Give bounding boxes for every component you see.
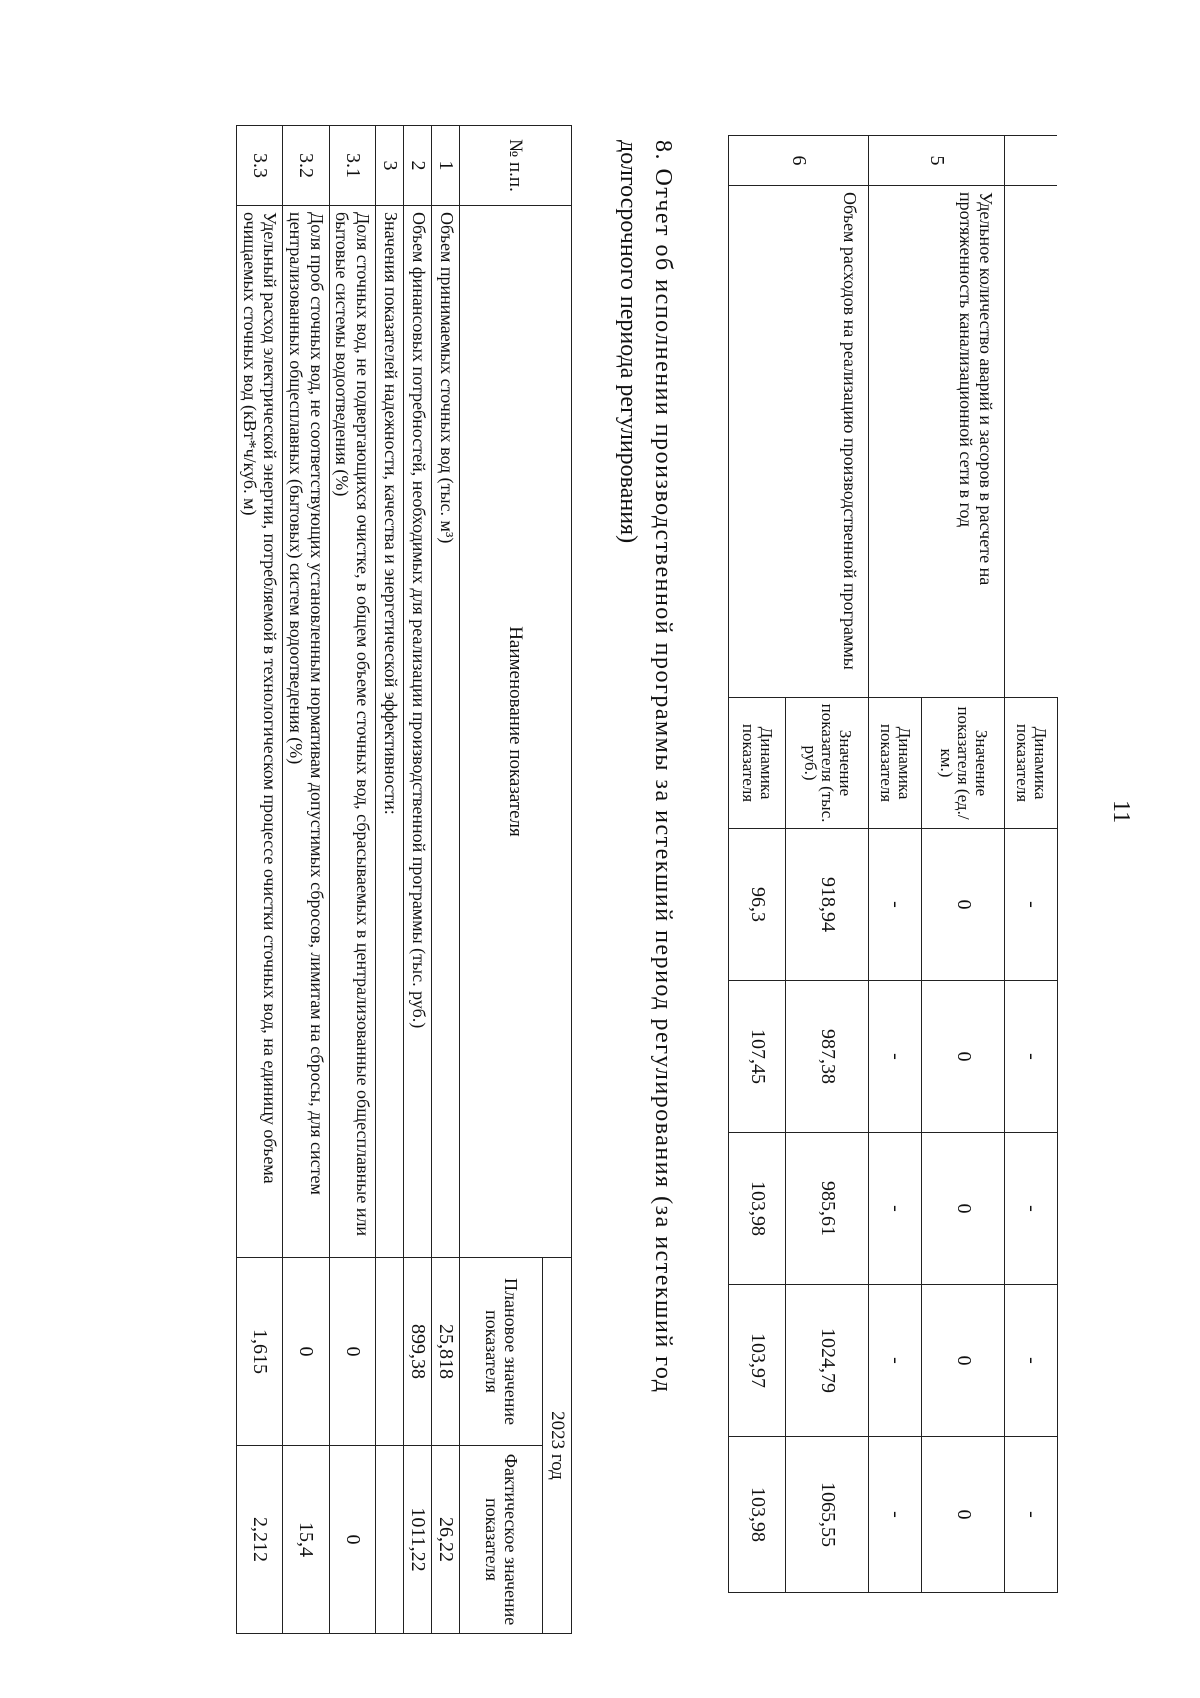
heading-line-2: долгосрочного периода регулирования) [615, 140, 642, 544]
fact-value: 0 [329, 1446, 375, 1634]
table-cell: 103,98 [729, 1437, 786, 1593]
table-cell: - [1005, 829, 1058, 981]
row-number: 2 [404, 126, 432, 206]
indicator-name: Удельный расход электрической энергии, потребляемой в технологическом процессе очистки сточных вод, на единицу объема очищаемых сточных вод (кВт*ч/куб. м) [236, 206, 282, 1258]
table-cell: - [869, 981, 922, 1133]
table-cell: 0 [922, 1437, 1005, 1593]
table-cell: - [869, 1437, 922, 1593]
fact-value: 26,22 [432, 1446, 460, 1634]
table-row [376, 126, 404, 1634]
page-number: 11 [1108, 800, 1134, 824]
row-label: Динамика показателя [729, 698, 786, 829]
indicator-name: Удельное количество аварий и засоров в расчете на протяженность канализационной сети в год [869, 186, 1005, 698]
indicator-name: Значения показателей надежности, качества и энергетической эффективности: [376, 206, 404, 1258]
fact-value [376, 1446, 404, 1634]
row-label: Динамика показателя [869, 698, 922, 829]
indicator-name: Доля проб сточных вод, не соответствующих установленным нормативам допустимых сбросов, лимитам на сбросы, для систем централизованных общесплавных (бытовых) систем водоотведения (%) [283, 206, 329, 1258]
table-row [404, 126, 432, 1634]
table-cell: - [869, 1133, 922, 1285]
table-header-row [543, 126, 572, 1634]
row-number: 3.3 [236, 126, 282, 206]
plan-value: 0 [329, 1258, 375, 1446]
table-row [786, 136, 869, 1593]
row-number: 3.1 [329, 126, 375, 206]
header-year: 2023 год [543, 1258, 572, 1634]
table-cell: - [1005, 981, 1058, 1133]
plan-value: 25,818 [432, 1258, 460, 1446]
table-cell: 103,98 [729, 1133, 786, 1285]
table-cell: - [869, 829, 922, 981]
fact-value: 1011,22 [404, 1446, 432, 1634]
table-cell: - [1005, 1437, 1058, 1593]
plan-value: 0 [283, 1258, 329, 1446]
indicators-continuation-table [729, 135, 1059, 1593]
row-label: Значение показателя (ед./км.) [922, 698, 1005, 829]
table-cell: 0 [922, 1285, 1005, 1437]
table-cell: 1024,79 [786, 1285, 869, 1437]
indicator-name: Объем расходов на реализацию производственной программы [729, 186, 869, 698]
row-label: Значение показателя (тыс. руб.) [786, 698, 869, 829]
row-number: 3 [376, 126, 404, 206]
table-row [1005, 136, 1058, 1593]
row-number: 1 [432, 126, 460, 206]
row-number: 5 [869, 136, 1005, 186]
header-plan: Плановое значение показателя [460, 1258, 543, 1446]
table-row [236, 126, 282, 1634]
table-cell: - [869, 1285, 922, 1437]
table-row [922, 136, 1005, 1593]
table-cell: 0 [922, 1133, 1005, 1285]
fact-value: 15,4 [283, 1446, 329, 1634]
plan-value: 899,38 [404, 1258, 432, 1446]
table-cell: 985,61 [786, 1133, 869, 1285]
fact-value: 2,212 [236, 1446, 282, 1634]
row-number: 6 [729, 136, 869, 186]
indicator-name: Объем финансовых потребностей, необходимых для реализации производственной программы (тыс. руб.) [404, 206, 432, 1258]
table-cell: - [1005, 1133, 1058, 1285]
table-row [329, 126, 375, 1634]
row-number: 3.2 [283, 126, 329, 206]
table-cell: 918,94 [786, 829, 869, 981]
header-fact: Фактическое значение показателя [460, 1446, 543, 1634]
heading-line-1: 8. Отчет об исполнении производственной программы за истекший период регулирования (за истекший год [650, 140, 676, 1394]
table-row [283, 126, 329, 1634]
section-heading [610, 140, 680, 1600]
table-cell: 103,97 [729, 1285, 786, 1437]
table-cell: 107,45 [729, 981, 786, 1133]
table-cell: - [1005, 1285, 1058, 1437]
indicator-name: Объем принимаемых сточных вод (тыс. м³) [432, 206, 460, 1258]
row-label: Динамика показателя [1005, 698, 1058, 829]
table-cell: 0 [922, 829, 1005, 981]
table-cell: 96,3 [729, 829, 786, 981]
table-row [432, 126, 460, 1634]
plan-value: 1,615 [236, 1258, 282, 1446]
programme-report-table [236, 125, 572, 1634]
table-cell: 0 [922, 981, 1005, 1133]
header-name: Наименование показателя [460, 206, 572, 1258]
table-cell: 987,38 [786, 981, 869, 1133]
table-cell: 1065,55 [786, 1437, 869, 1593]
indicator-name: Доля сточных вод, не подвергающихся очистке, в общем объеме сточных вод, сбрасываемых в централизованные общесплавные или бытовые системы водоотведения (%) [329, 206, 375, 1258]
plan-value [376, 1258, 404, 1446]
header-num: № п.п. [460, 126, 572, 206]
